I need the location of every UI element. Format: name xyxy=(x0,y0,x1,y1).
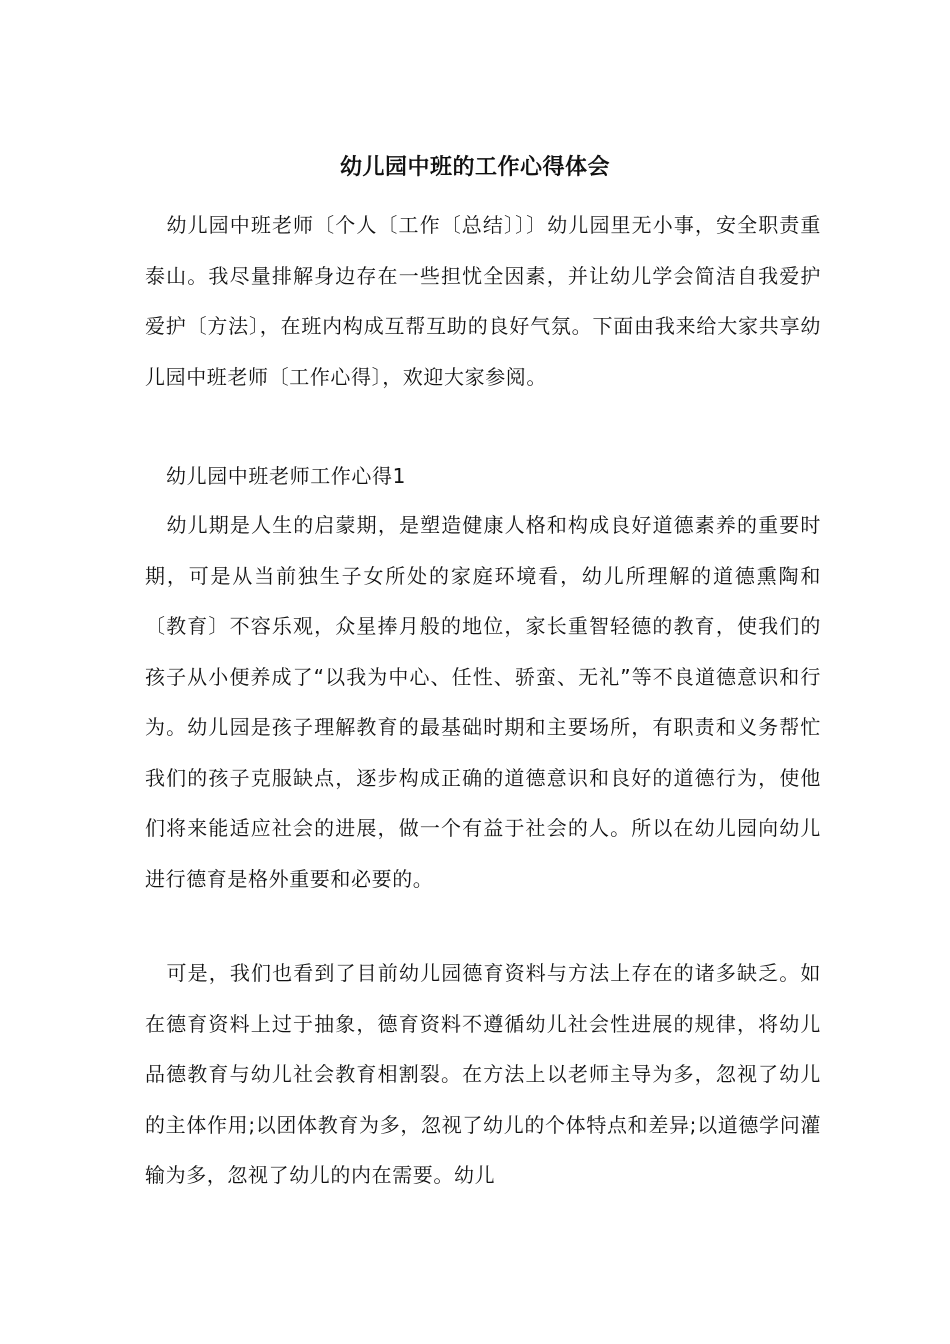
body-paragraph-2 xyxy=(145,948,821,1201)
section-heading-text: 幼儿园中班老师工作心得1 xyxy=(166,464,406,488)
section-heading xyxy=(145,451,821,502)
body-paragraph-1-text: 幼儿期是人生的启蒙期，是塑造健康人格和构成良好道德素养的重要时期，可是从当前独生子女所处的家庭环境看，幼儿所理解的道德熏陶和〔教育〕不容乐观，众星捧月般的地位，家长重智轻德的教育，使我们的孩子从小便养成了“以我为中心、任性、骄蛮、无礼”等不良道德意识和行为。幼儿园是孩子理解教育的最基础时期和主要场所，有职责和义务帮忙我们的孩子克服缺点，逐步构成正确的道德意识和良好的道德行为，使他们将来能适应社会的进展，做一个有益于社会的人。所以在幼儿园向幼儿进行德育是格外重要和必要的。 xyxy=(145,513,821,891)
body-paragraph-2-text: 可是，我们也看到了目前幼儿园德育资料与方法上存在的诸多缺乏。如在德育资料上过于抽象，德育资料不遵循幼儿社会性进展的规律，将幼儿品德教育与幼儿社会教育相割裂。在方法上以老师主导为多，忽视了幼儿的主体作用;以团体教育为多，忽视了幼儿的个体特点和差异;以道德学问灌输为多，忽视了幼儿的内在需要。幼儿 xyxy=(145,961,821,1187)
body-paragraph-1 xyxy=(145,500,821,904)
document-title: 幼儿园中班的工作心得体会 xyxy=(339,155,610,180)
intro-paragraph-text: 幼儿园中班老师〔个人〔工作〔总结〕〕〕幼儿园里无小事，安全职责重泰山。我尽量排解身边存在一些担忧全因素，并让幼儿学会简洁自我爱护爱护〔方法〕，在班内构成互帮互助的良好气氛。下面由我来给大家共享幼儿园中班老师〔工作心得〕，欢迎大家参阅。 xyxy=(145,213,821,389)
intro-paragraph xyxy=(145,200,821,402)
